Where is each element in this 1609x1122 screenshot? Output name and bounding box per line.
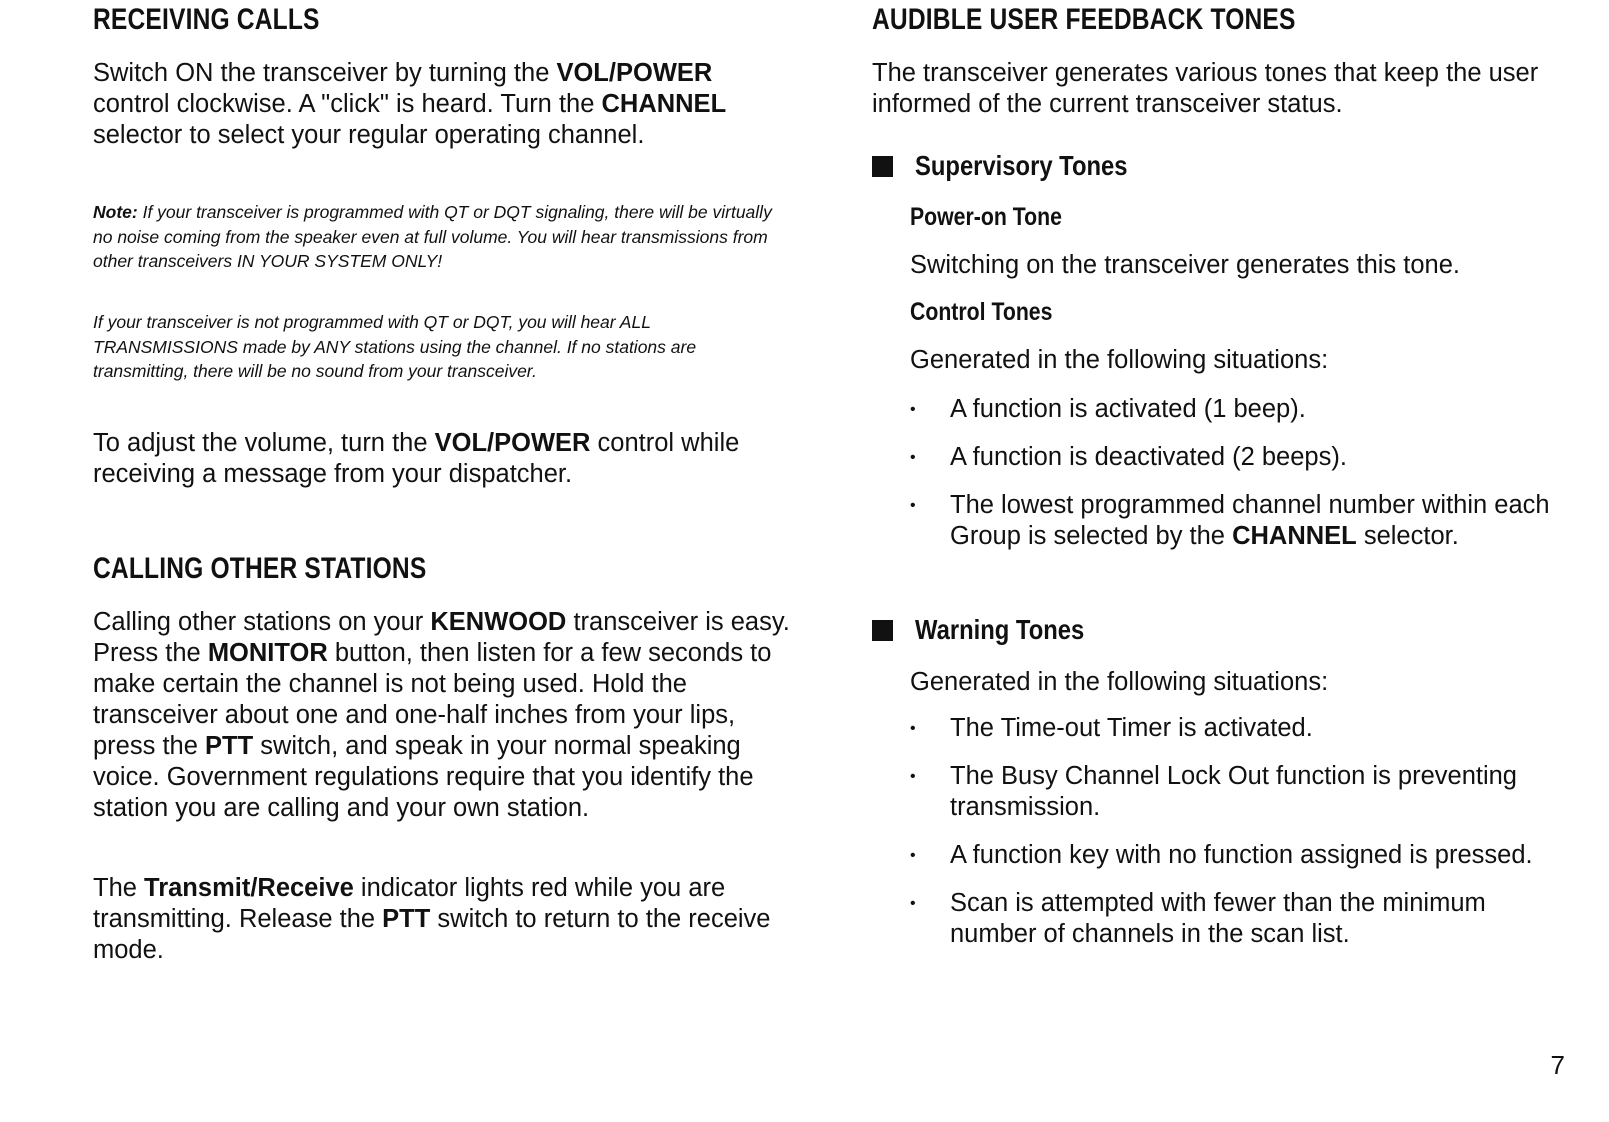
- calling-paragraph-2: The Transmit/Receive indicator lights red while you are transmitting. Release the PTT switch to return to the receive mode.: [93, 874, 771, 964]
- receiving-calls-section: [93, 3, 369, 37]
- list-item: • The lowest programmed channel number within each Group is selected by the CHANNEL selector.: [910, 490, 1560, 552]
- list-item: • The Time-out Timer is activated.: [910, 713, 1560, 744]
- calling-other-stations-section: [93, 552, 500, 586]
- control-tones-list: [910, 394, 1560, 552]
- control-tones-text: Generated in the following situations:: [910, 346, 1329, 374]
- warning-tones-heading: Warning Tones: [915, 614, 1085, 645]
- note-paragraph-2: If your transceiver is not programmed with QT or DQT, you will hear ALL TRANSMISSIONS made by ANY stations using the channel. If no stations are transmitting, there will be no sound from your transceiver.: [93, 312, 697, 381]
- note-paragraph-1: Note: If your transceiver is programmed with QT or DQT signaling, there will be virtually no noise coming from the speaker even at full volume. You will hear transmissions from other transceivers IN YOUR SYSTEM ONLY!: [93, 202, 772, 271]
- list-item: • A function is deactivated (2 beeps).: [910, 442, 1560, 473]
- receiving-paragraph-1: Switch ON the transceiver by turning the VOL/POWER control clockwise. A "click" is heard. Turn the CHANNEL selector to select your regular operating channel.: [93, 59, 727, 149]
- page-number: 7: [1550, 1050, 1565, 1080]
- square-bullet-icon: [872, 156, 893, 177]
- receiving-calls-heading: RECEIVING CALLS: [93, 3, 320, 36]
- warning-tones-list: [910, 713, 1560, 950]
- list-item: • A function key with no function assigned is pressed.: [910, 840, 1560, 871]
- warning-tones-text: Generated in the following situations:: [910, 668, 1329, 696]
- square-bullet-icon: [872, 620, 893, 641]
- warning-tones-header: [872, 614, 1114, 646]
- tones-intro: The transceiver generates various tones that keep the user informed of the current transceiver status.: [872, 59, 1539, 118]
- list-item: • The Busy Channel Lock Out function is preventing transmission.: [910, 761, 1560, 823]
- power-on-tone-heading: Power-on Tone: [910, 203, 1062, 231]
- calling-paragraph-1: Calling other stations on your KENWOOD transceiver is easy. Press the MONITOR button, then listen for a few seconds to make certain the channel is not being used. Hold the transceiver about one and one-half inches from your lips, press the PTT switch, and speak in your normal speaking voice. Government regulations require that you identify the station you are calling and your own station.: [93, 608, 790, 822]
- supervisory-tones-heading: Supervisory Tones: [915, 150, 1128, 181]
- power-on-tone-text: Switching on the transceiver generates this tone.: [910, 251, 1460, 279]
- receiving-paragraph-2: To adjust the volume, turn the VOL/POWER control while receiving a message from your dispatcher.: [93, 429, 740, 488]
- control-tones-heading: Control Tones: [910, 298, 1053, 326]
- list-item: • A function is activated (1 beep).: [910, 394, 1560, 425]
- supervisory-tones-header: [872, 150, 1165, 182]
- calling-other-stations-heading: CALLING OTHER STATIONS: [93, 552, 427, 585]
- audible-tones-heading: AUDIBLE USER FEEDBACK TONES: [872, 3, 1296, 36]
- list-item: • Scan is attempted with fewer than the minimum number of channels in the scan list.: [910, 888, 1560, 950]
